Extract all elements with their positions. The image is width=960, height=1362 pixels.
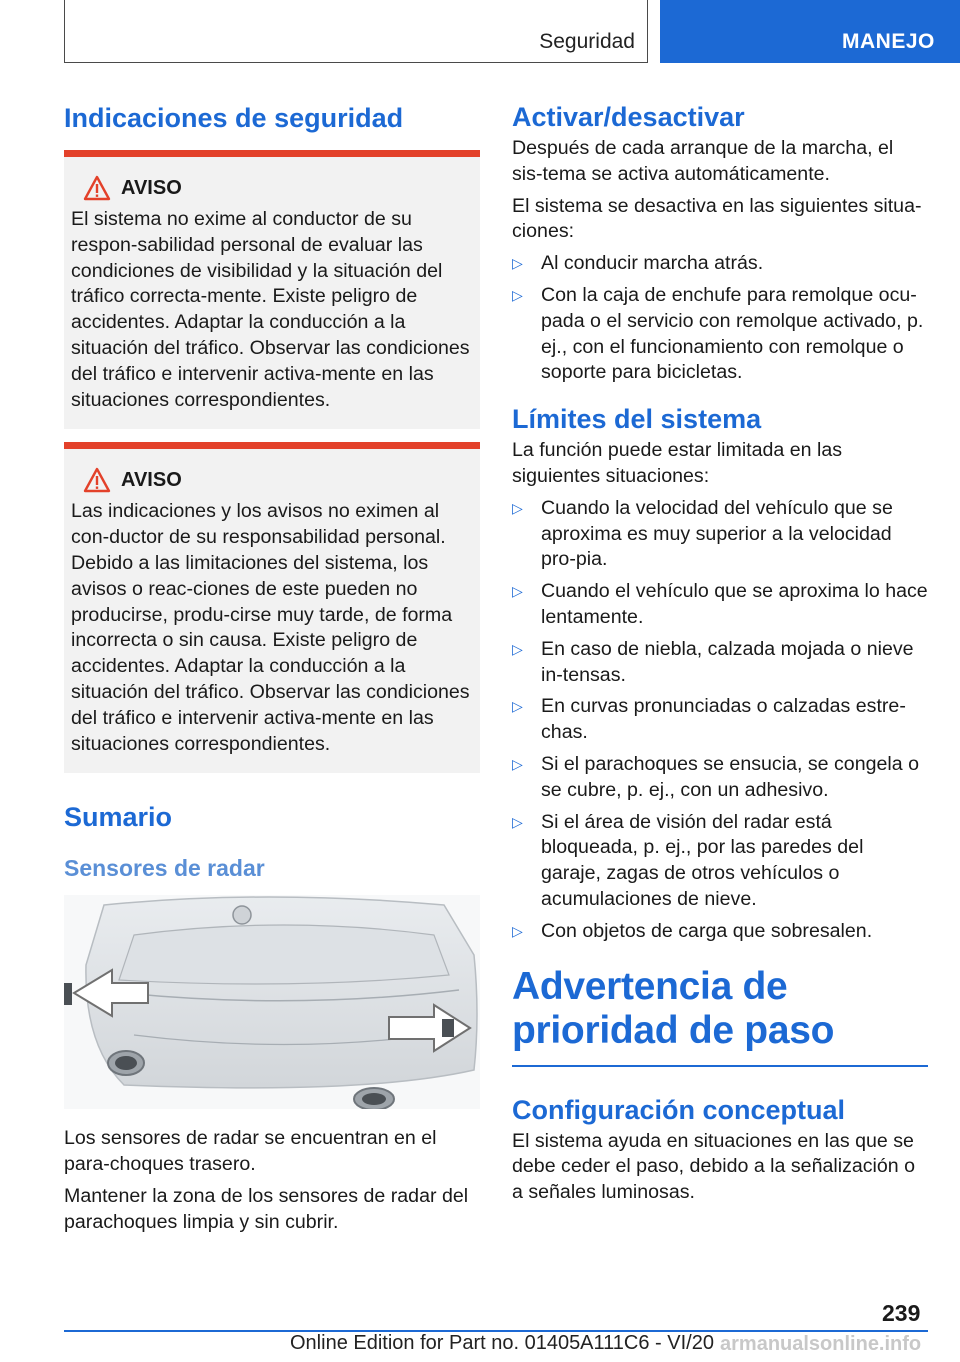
list-item bbox=[512, 694, 928, 746]
deactivation-list bbox=[512, 251, 928, 386]
list-item bbox=[512, 251, 928, 277]
limits-list bbox=[512, 496, 928, 945]
list-item-text: Al conducir marcha atrás. bbox=[541, 252, 764, 275]
list-item bbox=[512, 496, 928, 573]
list-bullet-triangle-icon: ▷ bbox=[512, 640, 523, 657]
list-bullet-triangle-icon: ▷ bbox=[512, 698, 523, 715]
priority-warning-title: Advertencia de prioridad de paso bbox=[512, 965, 928, 1067]
list-item-text: Si el parachoques se ensucia, se congela o se cubre, p. ej., con un adhesivo. bbox=[541, 752, 919, 801]
page-number: 239 bbox=[882, 1300, 921, 1326]
right-column bbox=[512, 98, 928, 1206]
list-bullet-triangle-icon: ▷ bbox=[512, 255, 523, 272]
summary-title: Sumario bbox=[64, 802, 173, 833]
header-section-title: Seguridad bbox=[539, 30, 635, 53]
warning-head bbox=[71, 463, 473, 497]
list-item-text: Con objetos de carga que sobresalen. bbox=[541, 919, 873, 942]
list-item-text: Cuando la velocidad del vehículo que se aproxima es muy superior a la velocidad pro-pia. bbox=[541, 496, 893, 571]
conceptual-configuration-title: Configuración conceptual bbox=[512, 1094, 846, 1125]
list-bullet-triangle-icon: ▷ bbox=[512, 583, 523, 600]
limits-paragraph: La función puede estar limitada en las siguientes situaciones: bbox=[512, 439, 843, 487]
warning-box bbox=[64, 150, 480, 429]
warning-text: El sistema no exime al conductor de su respon-sabilidad personal de evaluar las condiciones de visibilidad y la situación del tráfico correcta-mente. Existe peligro de accidentes. Adaptar la conducción a la situación del tráfico. Observar las condiciones del tráfico e intervenir activa-mente en las situaciones correspondientes. bbox=[71, 208, 470, 411]
list-bullet-triangle-icon: ▷ bbox=[512, 755, 523, 772]
list-item bbox=[512, 579, 928, 631]
left-column bbox=[64, 98, 480, 1236]
list-bullet-triangle-icon: ▷ bbox=[512, 286, 523, 303]
chapter-tab-label: MANEJO bbox=[842, 30, 935, 53]
radar-sensors-title: Sensores de radar bbox=[64, 855, 265, 882]
list-item-text: Cuando el vehículo que se aproxima lo hace lentamente. bbox=[541, 580, 928, 628]
activate-deactivate-title: Activar/desactivar bbox=[512, 102, 745, 132]
list-bullet-triangle-icon: ▷ bbox=[512, 813, 523, 830]
list-item bbox=[512, 919, 928, 945]
list-item bbox=[512, 283, 928, 386]
warning-box bbox=[64, 442, 480, 773]
warning-head bbox=[71, 171, 473, 205]
activate-paragraph: Después de cada arranque de la marcha, el sis-tema se activa automáticamente. bbox=[512, 137, 894, 185]
deactivate-paragraph: El sistema se desactiva en las siguientes situa-ciones: bbox=[512, 194, 922, 243]
warning-label: AVISO bbox=[121, 176, 182, 199]
warning-text: Las indicaciones y los avisos no eximen al con-ductor de su responsabilidad personal. Debido a las limitaciones del sistema, los avisos o reac-ciones de este pueden no producirse, produ-cirse muy tarde, de forma incorrecta o sin causa. Existe peligro de accidentes. Adaptar la conducción a la situación del tráfico. Observar las condiciones del tráfico e intervenir activa-mente en las situaciones correspondientes. bbox=[71, 500, 470, 755]
chapter-tab[interactable] bbox=[660, 0, 960, 63]
list-item bbox=[512, 752, 928, 804]
list-item-text: Si el área de visión del radar está bloqueada, p. ej., por las paredes del garaje, zagas de otros vehículos o acumulaciones de nieve. bbox=[541, 810, 864, 910]
rear-bumper-radar-illustration bbox=[64, 895, 480, 1109]
radar-sensors-paragraph: Mantener la zona de los sensores de radar del parachoques limpia y sin cubrir. bbox=[64, 1184, 469, 1233]
configuration-paragraph: El sistema ayuda en situaciones en las que se debe ceder el paso, debido a la señalización o a señales luminosas. bbox=[512, 1129, 916, 1204]
header-frame bbox=[64, 0, 648, 63]
safety-title: Indicaciones de seguridad bbox=[64, 103, 404, 133]
footer-edition: Online Edition for Part no. 01405A111C6 - VI/20 bbox=[290, 1332, 714, 1354]
list-bullet-triangle-icon: ▷ bbox=[512, 922, 523, 939]
watermark: armanualsonline.info bbox=[720, 1333, 922, 1355]
list-item bbox=[512, 637, 928, 689]
warning-triangle-icon bbox=[83, 175, 111, 201]
radar-sensors-paragraph: Los sensores de radar se encuentran en el para-choques trasero. bbox=[64, 1127, 437, 1176]
list-item-text: En caso de niebla, calzada mojada o nieve in-tensas. bbox=[541, 637, 914, 686]
list-item bbox=[512, 810, 928, 913]
list-item-text: Con la caja de enchufe para remolque ocu-pada o el servicio con remolque activado, p. ej., con el funcionamiento con remolque o soporte para bicicletas. bbox=[541, 283, 924, 384]
system-limits-title: Límites del sistema bbox=[512, 404, 762, 435]
list-item-text: En curvas pronunciadas o calzadas estre-chas. bbox=[541, 695, 906, 744]
warning-triangle-icon bbox=[83, 467, 111, 493]
list-bullet-triangle-icon: ▷ bbox=[512, 499, 523, 516]
warning-label: AVISO bbox=[121, 468, 182, 491]
